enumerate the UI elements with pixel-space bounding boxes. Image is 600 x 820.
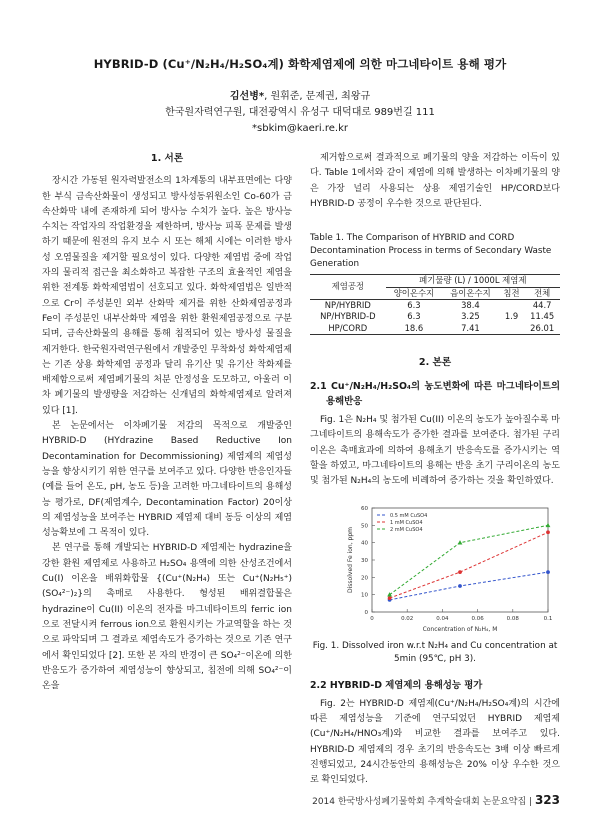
author-names: 김선병*, 원휘준, 문제권, 최왕규	[229, 91, 371, 102]
data-point	[458, 570, 462, 574]
author-block	[30, 89, 570, 137]
intro-heading: 1. 서론	[150, 153, 184, 164]
y-tick-label: 60	[361, 505, 368, 512]
figure-1	[310, 500, 560, 638]
table-row: NP/HYBRID-D 6.3 3.25 1.9 11.45	[320, 311, 555, 322]
x-axis-label: Concentration of N₂H₄, M	[422, 625, 498, 633]
x-tick-label: 0	[370, 615, 374, 622]
x-tick-label: 0.08	[506, 615, 519, 622]
table-row: NP/HYBRID 6.3 38.4 44.7	[324, 300, 552, 310]
y-tick-label: 20	[361, 574, 368, 581]
table-subheader: 침전	[503, 287, 520, 298]
footer-text: 2014 한국방사성폐기물학회 추계학술대회 논문요약집	[312, 797, 527, 807]
subsection-2-2-heading: 2.2 HYBRID-D 제염제의 용해성능 평가	[310, 679, 483, 691]
x-tick-label: 0.1	[543, 615, 553, 622]
data-point	[387, 592, 392, 596]
data-point	[388, 596, 392, 600]
subsection-2-1-paragraph: Fig. 1은 N₂H₄ 및 첨가된 Cu(II) 이온의 농도가 높아질수록 마그네타이트의 용해속도가 증가한 결과를 보여준다. 첨가된 구리이온은 촉매효과에 의하여 용해초기 반응속도를 증가시키는 역할을 하였고, 마그네타이트의 용해는 반응 초기 구리이온의 농도 및 첨가된 N₂H₄의 농도에 비례하여 증가하는 것을 확인하였다.	[310, 415, 560, 487]
table-subheader: 전체	[534, 287, 551, 298]
figure-caption: Fig. 1. Dissolved iron w.r.t N₂H₄ and Cu concentration at 5min (95℃, pH 3).	[312, 640, 558, 664]
x-tick-label: 0.02	[401, 615, 414, 622]
table-subheader: 양이온수지	[393, 287, 435, 298]
data-point	[458, 540, 463, 544]
y-tick-label: 0	[364, 609, 368, 616]
affiliation: 한국원자력연구원, 대전광역시 유성구 대덕대로 989번길 111	[165, 107, 435, 118]
data-point	[546, 522, 551, 526]
page-footer: 2014 한국방사성폐기물학회 추계학술대회 논문요약집 | 323	[312, 793, 560, 807]
data-point	[546, 530, 550, 534]
figure-1-chart	[310, 500, 560, 638]
data-point	[458, 584, 462, 588]
intro-paragraph-3: 본 연구를 통해 개발되는 HYBRID-D 제염제는 hydrazine을 강한 환원 제염제로 사용하고 H₂SO₄ 용액에 의한 산성조건에서 Cu(I) 이온을 배위화합물 {(Cu⁺(N₂H₄) 또는 Cu⁺(N₂H₅⁺)(SO₄²⁻)₂}의 촉매로 사용한다. 형성된 배위결합물은 hydrazine이 Cu(II) 이온의 전자를 마그네타이트의 ferric ion 으로 전달시켜 ferrous ion으로 환원시키는 가교역할을 하는 것으로 파악되며 그 결과로 제염속도가 증가하는 것으로 기존 연구에서 확인되었다 [2]. 또한 본 자의 반경이 큰 SO₄²⁻이온에 의한 반응도가 증가하여 제염성능이 향상되고, 침전에 의해 SO₄²⁻이온을	[42, 543, 292, 692]
series-line	[390, 532, 548, 598]
comparison-table	[310, 274, 560, 335]
y-axis-label: Dissolved Fe ion, ppm	[347, 526, 354, 593]
x-tick-label: 0.04	[436, 615, 449, 622]
y-tick-label: 30	[361, 557, 368, 564]
y-tick-label: 50	[361, 522, 368, 529]
legend-label: 1 mM CuSO4	[390, 519, 423, 526]
table-header-group: 폐기물량 (L) / 1000L 제염제	[386, 275, 560, 287]
series-line	[390, 572, 548, 600]
paper-title: HYBRID-D (Cu⁺/N₂H₄/H₂SO₄계) 화학제염제에 의한 마그네타이트 용해 평가	[93, 57, 507, 71]
intro-paragraph-2: 본 논문에서는 이차폐기물 저감의 목적으로 개발중인 HYBRID-D (HYdrazine Based Reductive Ion Decontamination for Decommissioning) 제염제의 제염성능을 향상시키기 위한 연구를 보여주고 있다. 다양한 반응인자들(예를 들어 온도, pH, 농도 등)을 고려한 마그네타이트의 용해성능 평가로, DF(제염계수, Decontamination Factor) 20이상의 제염성능을 보여주는 HYBRID 제염제 대비 동등 이상의 제염성능확보에 그 목적이 있다.	[42, 421, 292, 539]
right-paragraph-1: 제거함으로써 결과적으로 폐기물의 양을 저감하는 이득이 있다. Table 1에서와 같이 제염에 의해 발생하는 이차폐기물의 양은 가장 널리 사용되는 상용 제염기술인 HP/CORD보다 HYBRID-D 공정이 우수한 것으로 판단된다.	[310, 153, 560, 209]
table-row: HP/CORD 18.6 7.41 26.01	[310, 323, 560, 335]
results-heading: 2. 본론	[418, 357, 452, 369]
intro-paragraph-1: 장시간 가동된 원자력발전소의 1차계통의 내부표면에는 다양한 부식 금속산화물이 생성되고 방사성동위원소인 Co-60가 금속산화막 내에 존재하게 되어 방사능 수치가 높다. 높은 방사능 수치는 작업자의 작업환경을 제한하며, 방사능 피폭 문제를 발생하기 때문에 원전의 유지 보수 시 또는 해체 시에는 이러한 방사성 오염물질을 제거할 필요성이 있다. 다양한 제염법 중에 작업자의 물리적 접근을 최소화하고 복잡한 구조의 효율적인 제염을 위한 전계통 화학제염법이 선호되고 있다. 화학제염법은 일반적으로 Cr이 주성분인 외부 산화막 제거를 위한 산화제염공정과 Fe이 주성분인 내부산화막 제염을 위한 환원제염공정으로 구분되며, 금속산화물의 용해를 통해 침적되어 있는 방사성 물질을 제거한다. 한국원자력연구원에서 개발중인 무착화성 화학제염제는 기존 상용 화학제염 공정과 달리 유기산 및 유기산 착화제를 배제함으로써 제염폐기물의 처분 안정성을 도모하고, 아울러 이차 폐기물의 발생량을 저감하는 신개념의 화학제염제로 알려져 있다 [1].	[42, 176, 292, 416]
subsection-2-2-paragraph: Fig. 2는 HYBRID-D 제염제(Cu⁺/N₂H₄/H₂SO₄계)의 시간에 따른 제염성능을 기준에 연구되었던 HYBRID 제염제(Cu⁺/N₂H₄/HNO₃계)와 비교한 결과를 보여주고 있다. HYBRID-D 제염제의 경우 초기의 반응속도는 3배 이상 빠르게 진행되었고, 24시간동안의 용해성능은 20% 이상 우수한 것으로 확인되었다.	[310, 698, 560, 786]
left-column	[42, 151, 292, 694]
y-tick-label: 10	[361, 592, 368, 599]
table-caption: Table 1. The Comparison of HYBRID and CORD Decontamination Process in terms of Secondary Waste Generation	[310, 233, 552, 270]
legend-label: 0.5 mM CuSO4	[390, 512, 428, 519]
page-number: 323	[534, 793, 560, 807]
data-point	[546, 570, 550, 574]
y-tick-label: 40	[361, 540, 368, 547]
subsection-2-1-heading: 2.1 Cu⁺/N₂H₄/H₂SO₄의 농도변화에 따른 마그네타이트의 용해반응	[310, 380, 560, 407]
x-tick-label: 0.06	[471, 615, 484, 622]
table-header-process: 제염공정	[331, 281, 365, 292]
author-email: *sbkim@kaeri.re.kr	[252, 123, 348, 134]
legend-label: 2 mM CuSO4	[390, 526, 423, 533]
right-column	[310, 151, 560, 789]
table-subheader: 음이온수지	[450, 287, 491, 298]
